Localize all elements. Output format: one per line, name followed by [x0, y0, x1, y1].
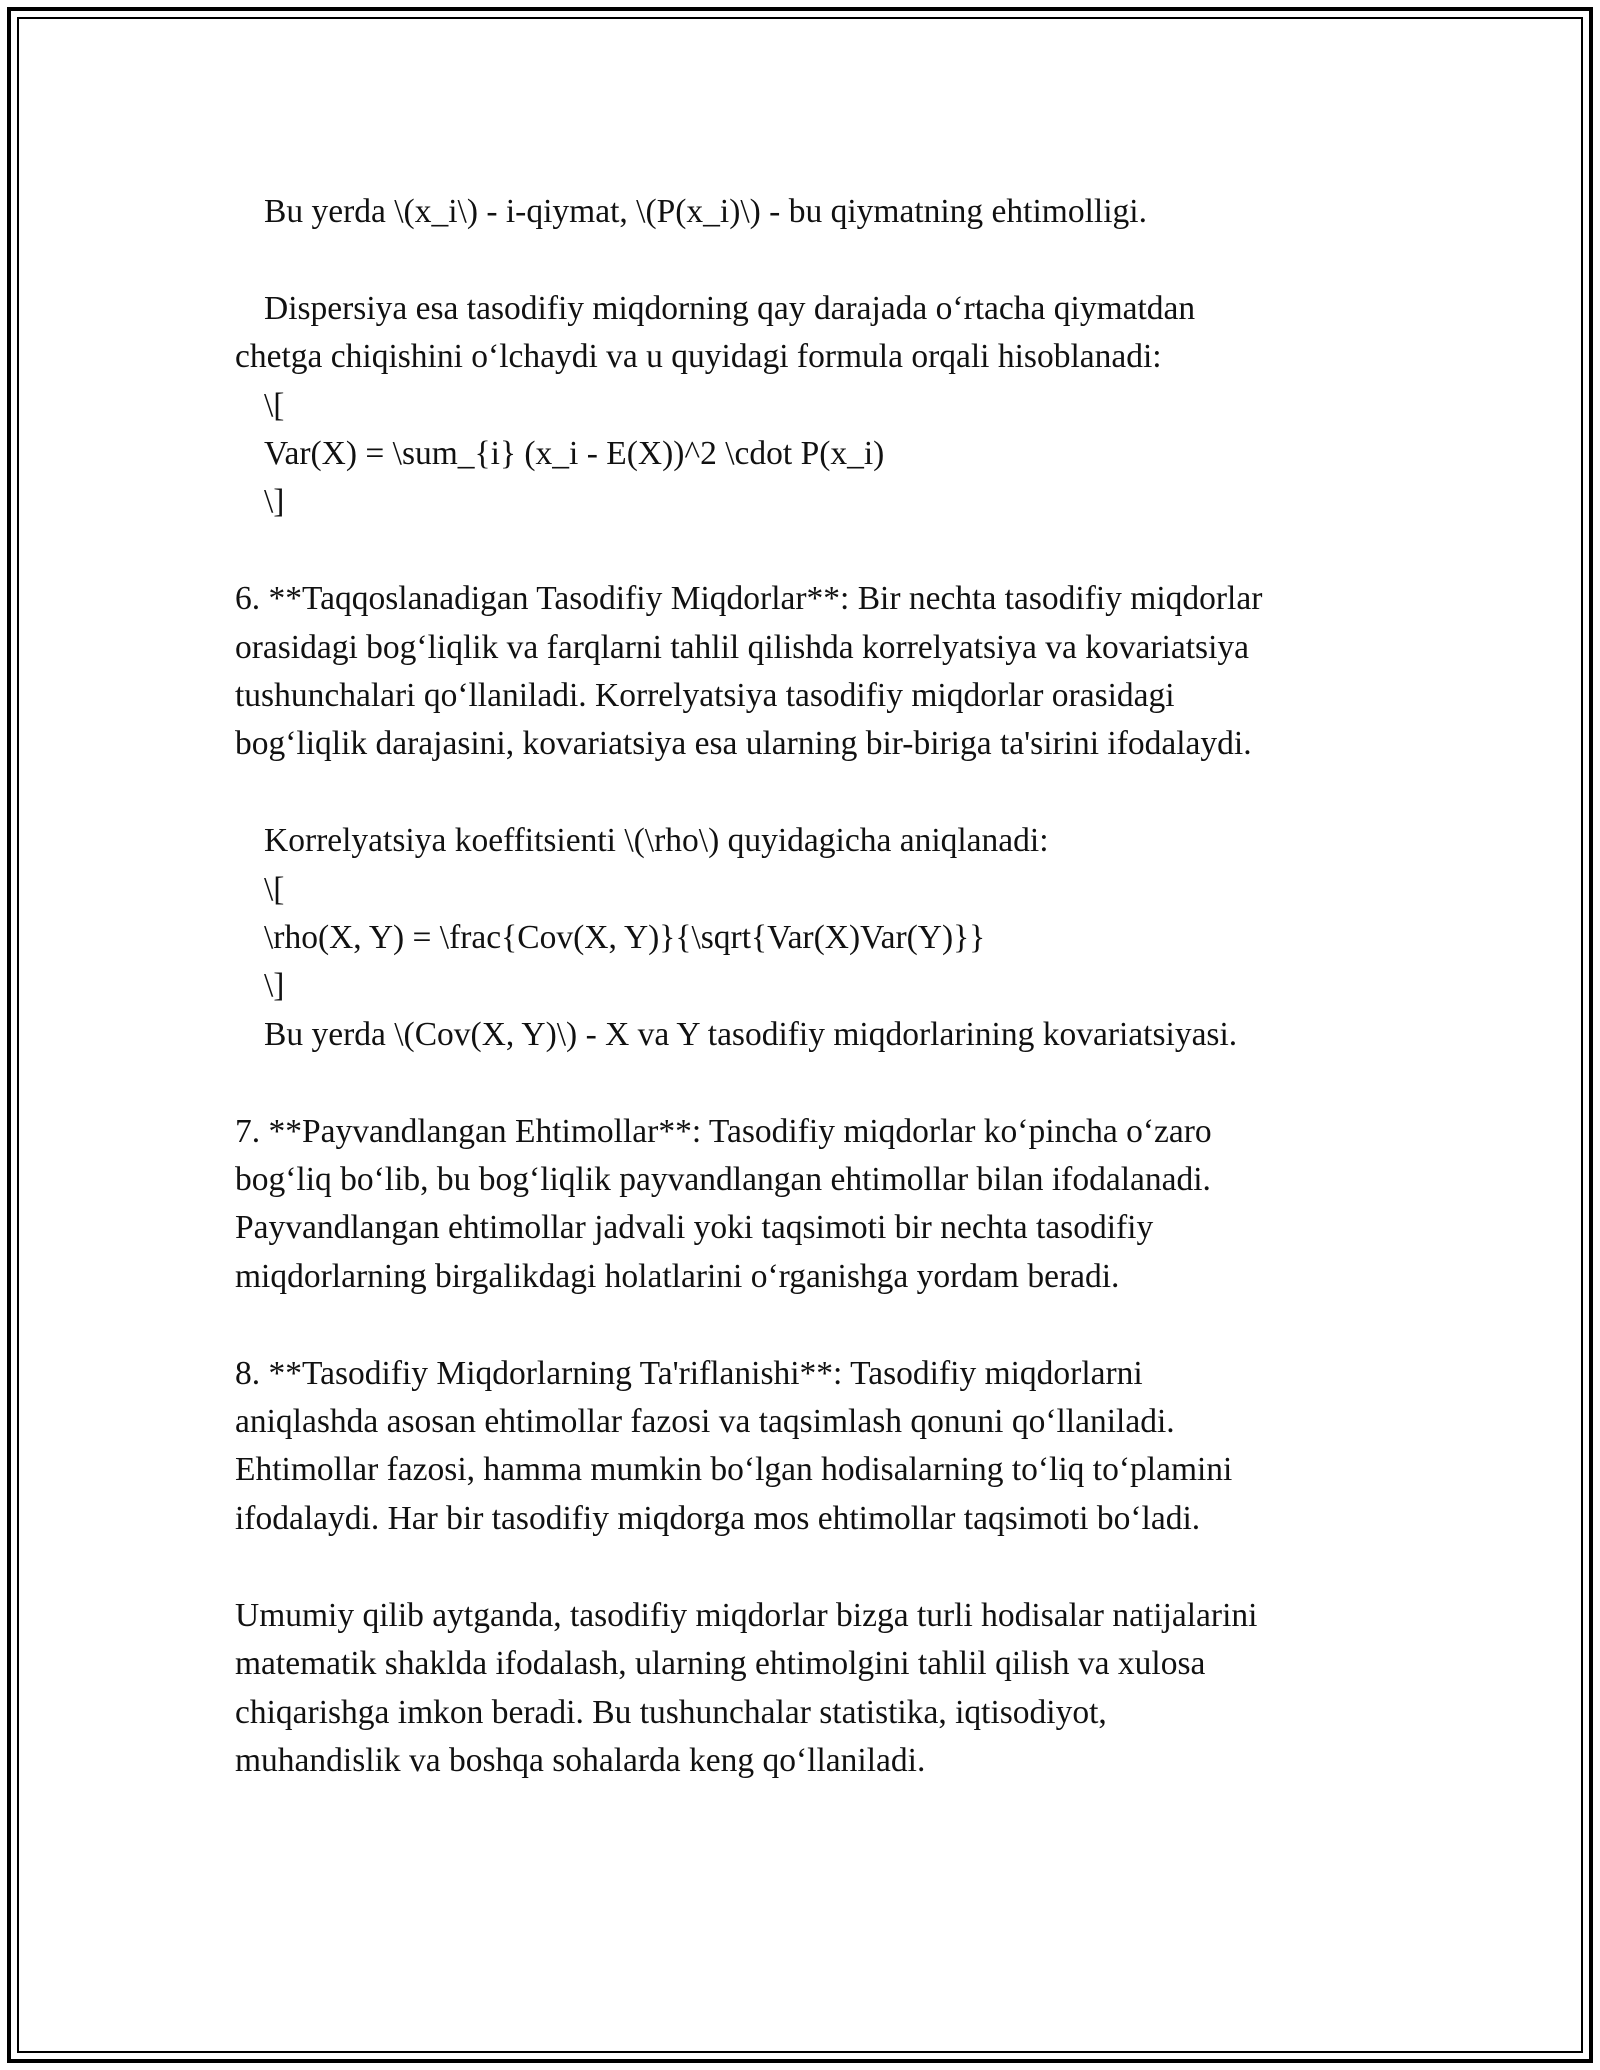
formula-line: \rho(X, Y) = \frac{Cov(X, Y)}{\sqrt{Var(X)Var(Y)}} [264, 919, 986, 957]
text-line: 7. **Payvandlangan Ehtimollar**: Tasodifiy miqdorlar ko‘pincha o‘zaro [235, 1112, 1212, 1150]
text-line: chiqarishga imkon beradi. Bu tushunchalar statistika, iqtisodiyot, [235, 1693, 1107, 1731]
text-line: aniqlashda asosan ehtimollar fazosi va taqsimlash qonuni qo‘llaniladi. [235, 1403, 1175, 1441]
text-line: Dispersiya esa tasodifiy miqdorning qay darajada o‘rtacha qiymatdan [264, 289, 1196, 327]
text-line: Bu yerda \(Cov(X, Y)\) - X va Y tasodifiy miqdorlarining kovariatsiyasi. [264, 1015, 1238, 1053]
text-line: Ehtimollar fazosi, hamma mumkin bo‘lgan hodisalarning to‘liq to‘plamini [235, 1451, 1233, 1489]
blank-line [235, 1301, 1395, 1349]
blank-line [235, 236, 1395, 284]
text-line: Korrelyatsiya koeffitsienti \(\rho\) quyidagicha aniqlanadi: [264, 822, 1049, 860]
text-line: orasidagi bog‘liqlik va farqlarni tahlil qilishda korrelyatsiya va kovariatsiya [235, 628, 1250, 666]
text-line: Payvandlangan ehtimollar jadvali yoki taqsimoti bir nechta tasodifiy [235, 1209, 1154, 1247]
text-line: bog‘liq bo‘lib, bu bog‘liqlik payvandlangan ehtimollar bilan ifodalanadi. [235, 1161, 1211, 1199]
blank-line [235, 1543, 1395, 1591]
document-body [235, 188, 1395, 1785]
text-line: chetga chiqishini o‘lchaydi va u quyidagi formula orqali hisoblanadi: [235, 338, 1162, 376]
text-line: bog‘liqlik darajasini, kovariatsiya esa ularning bir-biriga ta'sirini ifodalaydi. [235, 725, 1252, 763]
text-line: matematik shaklda ifodalash, ularning ehtimolgini tahlil qilish va xulosa [235, 1645, 1206, 1683]
text-line: ifodalaydi. Har bir tasodifiy miqdorga mos ehtimollar taqsimoti bo‘ladi. [235, 1499, 1201, 1537]
blank-line [235, 527, 1395, 575]
text-line: muhandislik va boshqa sohalarda keng qo‘llaniladi. [235, 1741, 926, 1779]
blank-line [235, 769, 1395, 817]
text-line: 6. **Taqqoslanadigan Tasodifiy Miqdorlar**: Bir nechta tasodifiy miqdorlar [235, 580, 1263, 618]
formula-close: \] [264, 967, 285, 1005]
text-line: tushunchalari qo‘llaniladi. Korrelyatsiya tasodifiy miqdorlar orasidagi [235, 677, 1175, 715]
text-line: Umumiy qilib aytganda, tasodifiy miqdorlar bizga turli hodisalar natijalarini [235, 1596, 1258, 1634]
text-line: miqdorlarning birgalikdagi holatlarini o‘rganishga yordam beradi. [235, 1257, 1120, 1295]
blank-line [235, 1059, 1395, 1107]
formula-open: \[ [264, 386, 285, 424]
formula-line: Var(X) = \sum_{i} (x_i - E(X))^2 \cdot P(x_i) [264, 435, 885, 473]
formula-open: \[ [264, 870, 285, 908]
text-line: 8. **Tasodifiy Miqdorlarning Ta'riflanishi**: Tasodifiy miqdorlarni [235, 1354, 1143, 1392]
formula-close: \] [264, 483, 285, 521]
text-line: Bu yerda \(x_i\) - i-qiymat, \(P(x_i)\) - bu qiymatning ehtimolligi. [264, 193, 1147, 230]
